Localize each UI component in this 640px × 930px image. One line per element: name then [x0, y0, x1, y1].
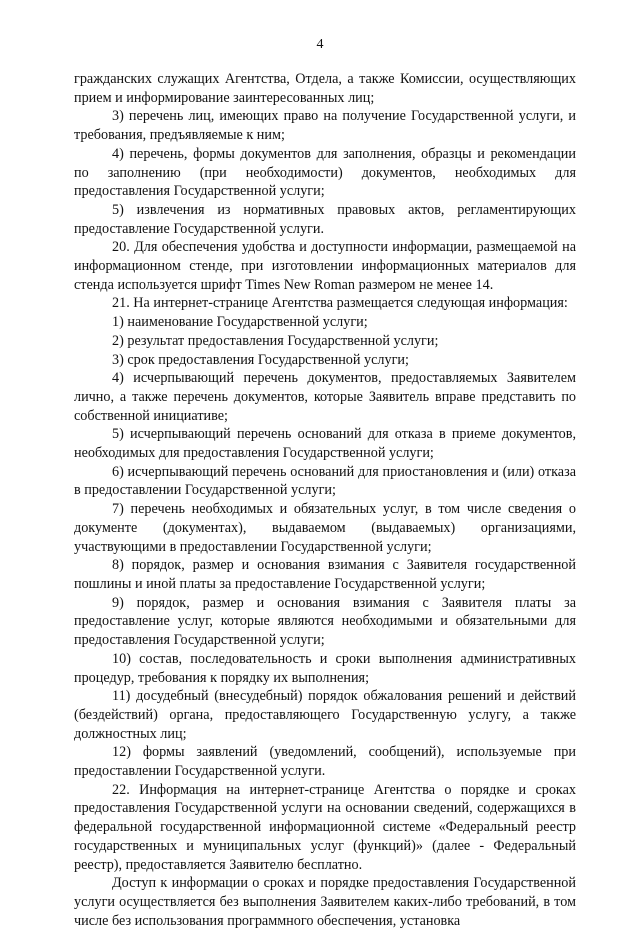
list-item-5: 5) исчерпывающий перечень оснований для отказа в приеме документов, необходимых для предоставления Государственной услуги; [74, 426, 576, 462]
paragraph-item-3: 3) перечень лиц, имеющих право на получение Государственной услуги, и требования, предъявляемые к ним; [74, 108, 576, 144]
list-item-4: 4) исчерпывающий перечень документов, предоставляемых Заявителем лично, а также перечень документов, которые Заявитель вправе представить по собственной инициативе; [74, 370, 576, 424]
paragraph-item-4: 4) перечень, формы документов для заполнения, образцы и рекомендации по заполнению (при необходимости) документов, необходимых для предоставления Государственной услуги; [74, 145, 576, 200]
paragraph-access: Доступ к информации о сроках и порядке предоставления Государственной услуги осуществляется без выполнения Заявителем каких-либо требований, в том числе без использования программного обеспечения, установка [74, 875, 576, 929]
list-item-8: 8) порядок, размер и основания взимания с Заявителя государственной пошлины и иной платы за предоставление Государственной услуги; [74, 557, 576, 592]
paragraph-item-5: 5) извлечения из нормативных правовых актов, регламентирующих предоставление Государственной услуги. [74, 201, 576, 237]
list-item-6: 6) исчерпывающий перечень оснований для приостановления и (или) отказа в предоставлении Государственной услуги; [74, 463, 576, 499]
list-item-9: 9) порядок, размер и основания взимания с Заявителя платы за предоставление услуг, которые являются необходимыми и обязательными для предоставления Государственной услуги; [74, 594, 576, 649]
list-item-11: 11) досудебный (внесудебный) порядок обжалования решений и действий (бездействий) органа, предоставляющего Государственную услугу, а также должностных лиц; [74, 688, 576, 742]
list-item-3: 3) срок предоставления Государственной услуги; [112, 351, 409, 368]
page-number: 4 [316, 37, 324, 52]
paragraph-clause-22: 22. Информация на интернет-странице Агентства о порядке и сроках предоставления Государственной услуги на основании сведений, содержащихся в федеральной государственной информационной системе «Федеральный реестр государственных и муниципальных услуг (функций)» (далее - Федеральный реестр), предоставляется Заявителю бесплатно. [74, 781, 576, 873]
list-item-2: 2) результат предоставления Государственной услуги; [112, 332, 439, 349]
list-item-1: 1) наименование Государственной услуги; [112, 314, 368, 331]
list-item-12: 12) формы заявлений (уведомлений, сообщений), используемые при предоставлении Государственной услуги. [74, 744, 576, 780]
list-item-10: 10) состав, последовательность и сроки выполнения административных процедур, требования к порядку их выполнения; [74, 650, 576, 686]
paragraph-clause-20: 20. Для обеспечения удобства и доступности информации, размещаемой на информационном стенде, при изготовлении информационных материалов для стенда используется шрифт Times New Roman размером не менее 14. [74, 239, 576, 293]
document-body [74, 70, 576, 930]
paragraph-clause-21: 21. На интернет-странице Агентства размещается следующая информация: [112, 295, 568, 312]
paragraph-continuation: гражданских служащих Агентства, Отдела, а также Комиссии, осуществляющих прием и информирование заинтересованных лиц; [74, 71, 576, 106]
list-item-7: 7) перечень необходимых и обязательных услуг, в том числе сведения о документе (документах), выдаваемом (выдаваемых) организациями, участвующими в предоставлении Государственной услуги; [74, 501, 576, 555]
